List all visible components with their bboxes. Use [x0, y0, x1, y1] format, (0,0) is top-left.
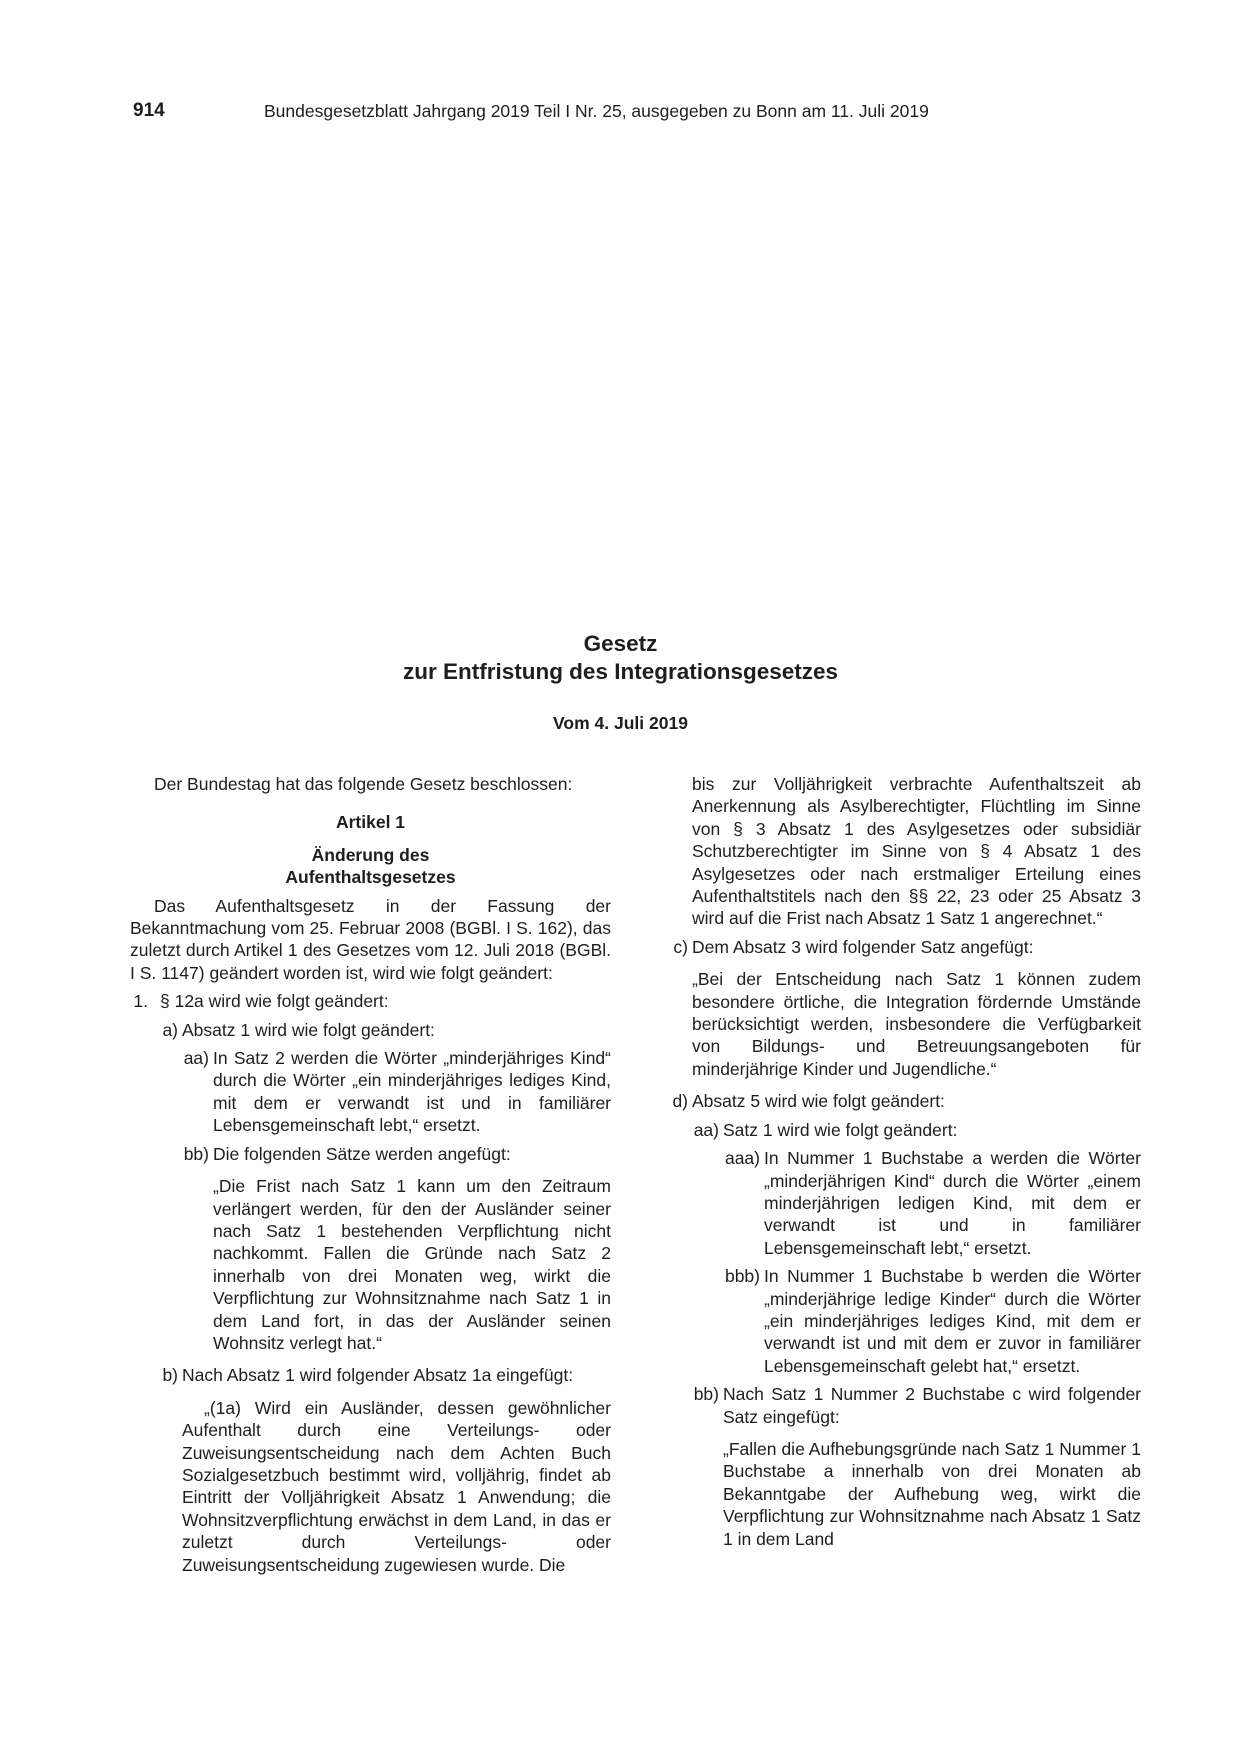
list-item-aaa [660, 1147, 1141, 1259]
list-item-c-text: Dem Absatz 3 wird folgender Satz angefügt: [692, 936, 1034, 957]
article-heading-line-2: Aufenthaltsgesetzes [285, 867, 456, 888]
item-bb-quote: „Die Frist nach Satz 1 kann um den Zeitraum verlängert werden, für den der Ausländer seiner nach Satz 1 bestehenden Verpflichtung nicht nachkommt. Fallen die Gründe nach Satz 2 innerhalb von drei Monaten weg, wirkt die Verpflichtung zur Wohnsitznahme nach Satz 1 in dem Land fort, in das der Ausländer seinen Wohnsitz verlegt hat.“ [213, 1176, 611, 1353]
list-item-bbb-text: In Nummer 1 Buchstabe b werden die Wörter „minderjährige ledige Kinder“ durch die Wörter „ein minderjähriges lediges Kind, mit dem er verwandt ist und mit dem er zuvor in familiärer Lebensgemeinschaft gelebt hat,“ ersetzt. [764, 1266, 1141, 1376]
item-b-quote: „(1a) Wird ein Ausländer, dessen gewöhnlicher Aufenthalt durch eine Verteilungs- oder Zuweisungsentscheidung nach dem Achten Buch Sozialgesetzbuch bestimmt wird, volljährig, findet ab Eintritt der Volljährigkeit Absatz 1 Anwendung; die Wohnsitzverpflichtung erwächst in dem Land, in das er zuletzt durch Verteilungs- oder Zuweisungsentscheidung zugewiesen wurde. Die [182, 1397, 611, 1575]
list-item-bbb [660, 1265, 1141, 1377]
list-item-b [130, 1364, 611, 1386]
list-item-1-text: § 12a wird wie folgt geändert: [160, 991, 389, 1012]
preamble: Der Bundestag hat das folgende Gesetz beschlossen: [154, 774, 573, 794]
list-item-bb-label: bb) [183, 1143, 209, 1164]
list-item-b-text: Nach Absatz 1 wird folgender Absatz 1a eingefügt: [182, 1365, 574, 1386]
title-block [300, 630, 941, 734]
list-item-d-text: Absatz 5 wird wie folgt geändert: [692, 1091, 945, 1112]
list-item-bbb-label: bbb) [724, 1266, 760, 1287]
law-title-line-2: zur Entfristung des Integrationsgesetzes [402, 659, 839, 684]
item-c-quote: „Bei der Entscheidung nach Satz 1 können zudem besondere örtliche, die Integration fördernde Umstände berücksichtigt werden, insbesondere die Verfügbarkeit von Bildungs- und Betreuungsangeboten für minderjährige Kinder und Jugendliche.“ [692, 969, 1141, 1079]
list-item-d-aa-label: aa) [693, 1119, 719, 1140]
intro-paragraph: Das Aufenthaltsgesetz in der Fassung der Bekanntmachung vom 25. Februar 2008 (BGBl. I S. 162), das zuletzt durch Artikel 1 des Gesetzes vom 12. Juli 2018 (BGBl. I S. 1147) geändert worden ist, wird wie folgt geändert: [130, 895, 611, 983]
left-column [130, 773, 611, 1576]
list-item-d-bb [660, 1383, 1141, 1428]
continuation-paragraph: bis zur Volljährigkeit verbrachte Aufenthaltszeit ab Anerkennung als Asylberechtigter, Flüchtling im Sinne von § 3 Absatz 1 des Asylgesetzes oder subsidiär Schutzberechtigter im Sinne von § 4 Absatz 1 des Asylgesetzes oder nach erstmaliger Erteilung eines Aufenthaltstitels nach den §§ 22, 23 oder 25 Absatz 3 wird auf die Frist nach Absatz 1 Satz 1 angerechnet.“ [692, 774, 1141, 929]
list-item-a-text: Absatz 1 wird wie folgt geändert: [182, 1019, 435, 1040]
list-item-d-bb-label: bb) [693, 1384, 719, 1405]
running-head: Bundesgesetzblatt Jahrgang 2019 Teil I Nr. 25, ausgegeben zu Bonn am 11. Juli 2019 [264, 101, 929, 121]
list-item-d-aa [660, 1119, 1141, 1141]
list-item-aaa-text: In Nummer 1 Buchstabe a werden die Wörter „minderjährigen Kind“ durch die Wörter „einem minderjährigen ledigen Kind, mit dem er verwandt ist und in familiärer Lebensgemeinschaft lebt,“ ersetzt. [764, 1148, 1141, 1258]
list-item-d-aa-text: Satz 1 wird wie folgt geändert: [723, 1119, 958, 1140]
list-item-aa-label: aa) [183, 1048, 209, 1069]
list-item-c-label: c) [673, 936, 688, 957]
list-item-d-bb-text: Nach Satz 1 Nummer 2 Buchstabe c wird folgender Satz eingefügt: [723, 1384, 1141, 1427]
list-item-bb-text: Die folgenden Sätze werden angefügt: [213, 1143, 511, 1164]
list-item-1 [130, 990, 611, 1012]
item-d-bb-quote: „Fallen die Aufhebungsgründe nach Satz 1 Nummer 1 Buchstabe a innerhalb von drei Monaten ab Bekanntgabe der Aufhebung weg, wirkt die Verpflichtung zur Wohnsitznahme nach Absatz 1 Satz 1 in dem Land [723, 1438, 1141, 1549]
law-date: Vom 4. Juli 2019 [553, 713, 688, 733]
list-item-d-label: d) [672, 1091, 688, 1112]
law-title-line-1: Gesetz [583, 631, 658, 656]
list-item-c [660, 936, 1141, 958]
article-label: Artikel 1 [335, 812, 406, 833]
page-number: 914 [133, 100, 165, 121]
list-item-1-label: 1. [133, 991, 148, 1012]
list-item-aa-text: In Satz 2 werden die Wörter „minderjähriges Kind“ durch die Wörter „ein minderjähriges lediges Kind, mit dem er verwandt ist und in familiärer Lebensgemeinschaft lebt,“ ersetzt. [213, 1048, 611, 1136]
list-item-aa [130, 1047, 611, 1137]
list-item-d [660, 1090, 1141, 1112]
list-item-bb [130, 1143, 611, 1165]
list-item-a-label: a) [162, 1019, 178, 1040]
list-item-b-label: b) [162, 1365, 178, 1386]
article-heading-line-1: Änderung des [311, 844, 430, 865]
list-item-aaa-label: aaa) [724, 1148, 760, 1169]
right-column [660, 773, 1141, 1550]
list-item-a [130, 1019, 611, 1041]
